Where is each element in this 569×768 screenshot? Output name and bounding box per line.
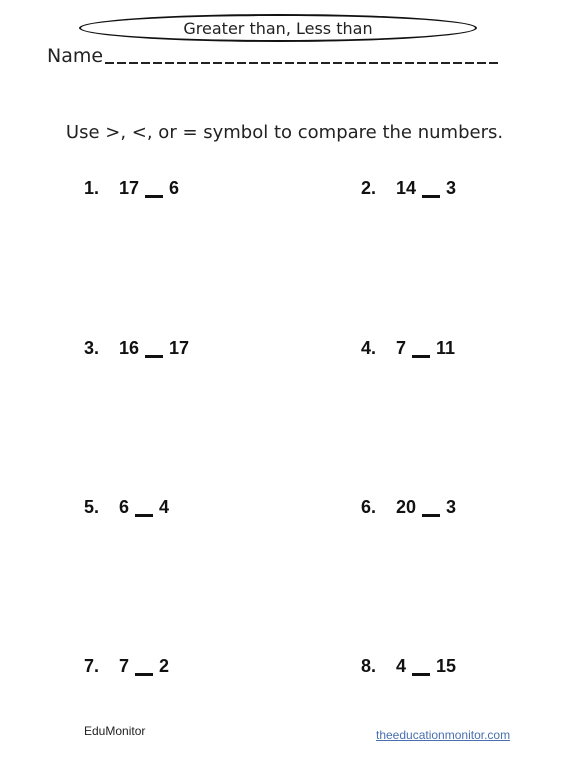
answer-blank	[135, 514, 153, 517]
problem-left-value: 7	[396, 338, 407, 358]
answer-blank	[422, 195, 440, 198]
problem-3	[84, 338, 189, 359]
problem-number: 8.	[361, 656, 377, 676]
name-label: Name	[47, 45, 104, 67]
problem-right-value: 2	[159, 656, 170, 676]
problem-left-value: 16	[119, 338, 140, 358]
problem-left-value: 20	[396, 497, 417, 517]
answer-blank	[135, 673, 153, 676]
problem-right-value: 3	[446, 178, 457, 198]
problem-6	[361, 497, 456, 518]
problem-number: 7.	[84, 656, 100, 676]
problem-number: 6.	[361, 497, 377, 517]
problem-left-value: 4	[396, 656, 407, 676]
instructions-text: Use >, <, or = symbol to compare the numbers.	[65, 122, 504, 143]
name-field	[47, 45, 501, 67]
problem-1	[84, 178, 179, 199]
answer-blank	[412, 355, 430, 358]
problem-left-value: 14	[396, 178, 417, 198]
footer-website-link[interactable]: theeducationmonitor.com	[376, 728, 511, 742]
answer-blank	[145, 355, 163, 358]
problem-number: 4.	[361, 338, 377, 358]
answer-blank	[145, 195, 163, 198]
footer-brand: EduMonitor	[84, 724, 146, 738]
answer-blank	[422, 514, 440, 517]
worksheet-title	[79, 14, 477, 42]
problem-8	[361, 656, 456, 677]
worksheet-title-text: Greater than, Less than	[183, 18, 373, 38]
problem-right-value: 11	[436, 338, 456, 358]
name-underline	[105, 62, 501, 64]
problem-left-value: 7	[119, 656, 130, 676]
problem-4	[361, 338, 455, 359]
problem-right-value: 6	[169, 178, 180, 198]
answer-blank	[412, 673, 430, 676]
problem-number: 2.	[361, 178, 377, 198]
problem-2	[361, 178, 456, 199]
problem-number: 1.	[84, 178, 100, 198]
problem-right-value: 3	[446, 497, 457, 517]
problem-right-value: 17	[169, 338, 190, 358]
problem-number: 5.	[84, 497, 100, 517]
problem-left-value: 17	[119, 178, 140, 198]
problem-left-value: 6	[119, 497, 130, 517]
problem-7	[84, 656, 169, 677]
problem-right-value: 15	[436, 656, 457, 676]
problem-5	[84, 497, 169, 518]
problem-number: 3.	[84, 338, 100, 358]
problem-right-value: 4	[159, 497, 170, 517]
